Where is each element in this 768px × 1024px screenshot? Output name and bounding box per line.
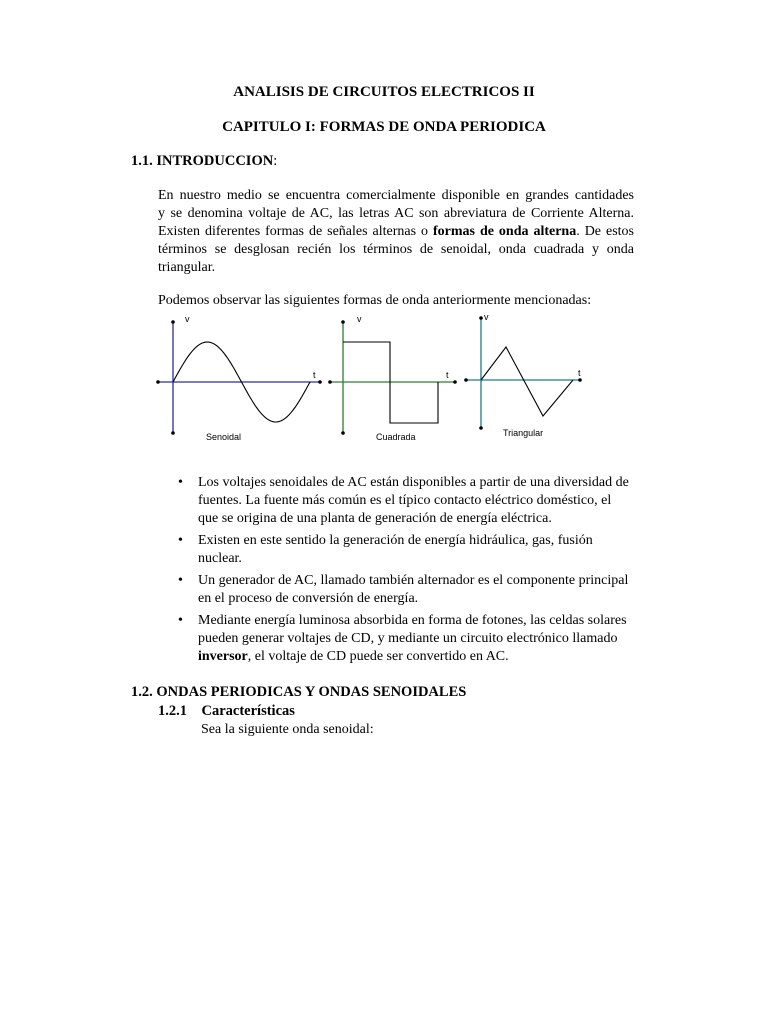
tri-v-label: v — [484, 312, 489, 322]
tri-curve — [481, 347, 573, 416]
list-item: • Existen en este sentido la generación de energía hidráulica, gas, fusión nuclear. — [178, 533, 593, 566]
sine-t-label: t — [313, 370, 316, 380]
intro-line-5: triangular. — [158, 260, 216, 275]
tri-caption: Triangular — [503, 428, 544, 438]
section-title: INTRODUCCION — [156, 153, 274, 169]
triangular-waveform — [464, 312, 582, 438]
bullet-marker: • — [178, 613, 183, 628]
section-number: 1.1. — [131, 153, 153, 169]
intro-line-3: Existen diferentes formas de señales alternas o formas de onda alterna. De estos — [158, 224, 634, 239]
list-item: • Los voltajes senoidales de AC están disponibles a partir de una diversidad de fuentes. La fuente más común es el típico contacto eléctrico doméstico, el que se origina de una planta de generación de energía eléctrica. — [178, 475, 629, 526]
document-title: ANALISIS DE CIRCUITOS ELECTRICOS II — [233, 84, 535, 100]
square-t-axis-dot — [453, 380, 457, 384]
bullet-marker: • — [178, 533, 183, 548]
chapter-title: CAPITULO I: FORMAS DE ONDA PERIODICA — [222, 119, 546, 135]
bold-phrase: formas de onda alterna — [433, 224, 577, 239]
sine-v-axis-dot — [171, 320, 175, 324]
sine-t-axis-dot — [318, 380, 322, 384]
sine-t-axis-dot — [156, 380, 160, 384]
sine-v-label: v — [185, 314, 190, 324]
square-v-axis-dot — [341, 431, 345, 435]
list-item: • Mediante energía luminosa absorbida en forma de fotones, las celdas solares pueden generar voltajes de CD, y mediante un circuito electrónico llamado inversor, el voltaje de CD puede ser convertido en AC. — [178, 613, 627, 664]
observe-sentence: Podemos observar las siguientes formas de onda anteriormente mencionadas: — [158, 293, 592, 308]
subsection-heading — [158, 703, 295, 720]
square-v-label: v — [357, 314, 362, 324]
square-waveform — [328, 314, 457, 442]
sine-waveform — [156, 314, 322, 442]
tri-v-axis-dot — [479, 426, 483, 430]
intro-line-2: y se denomina voltaje de AC, las letras AC son abreviatura de Corriente Alterna. — [158, 206, 634, 221]
bullet-marker: • — [178, 573, 183, 588]
intro-line-1: En nuestro medio se encuentra comercialmente disponible en grandes cantidades — [158, 188, 634, 203]
section-heading-introduccion — [131, 153, 277, 170]
subsection-title: Características — [201, 703, 295, 719]
square-t-axis-dot — [328, 380, 332, 384]
square-v-axis-dot — [341, 320, 345, 324]
intro-line-4: términos se desglosan recién los términos de senoidal, onda cuadrada y onda — [158, 242, 634, 257]
heading-colon: : — [273, 153, 278, 169]
subsection-text: Sea la siguiente onda senoidal: — [201, 722, 374, 737]
bold-inversor: inversor — [198, 649, 248, 664]
tri-v-axis-dot — [479, 316, 483, 320]
list-item: • Un generador de AC, llamado también alternador es el componente principal en el proceso de conversión de energía. — [178, 573, 629, 606]
intro-paragraph — [158, 187, 634, 277]
subsection-number: 1.2.1 — [158, 703, 187, 719]
square-caption: Cuadrada — [376, 432, 416, 442]
bullet-list — [178, 474, 634, 670]
tri-t-label: t — [578, 368, 581, 378]
sine-v-axis-dot — [171, 431, 175, 435]
sine-caption: Senoidal — [206, 432, 242, 442]
bullet-marker: • — [178, 475, 183, 490]
tri-t-axis-dot — [464, 378, 468, 382]
tri-t-axis-dot — [578, 378, 582, 382]
section-heading-ondas: 1.2. ONDAS PERIODICAS Y ONDAS SENOIDALES — [131, 684, 467, 700]
waveform-figure — [150, 310, 600, 450]
square-t-label: t — [446, 370, 449, 380]
